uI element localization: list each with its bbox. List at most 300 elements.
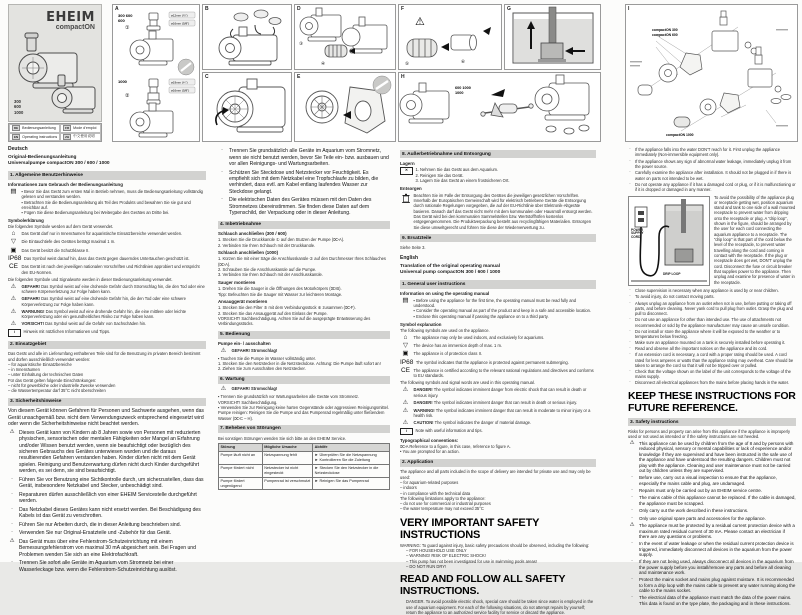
safety-bullet-text: Schützen Sie Steckdose und Netzstecker vor Feuchtigkeit. Es empfiehlt sich mit dem Netzkabel eine Tropfschlaufe zu bilden, die verhindert, dass evtl. am Kabel entlang laufendes Wasser zur Steckdose gelangt. — [229, 169, 379, 195]
language-cell — [60, 133, 101, 142]
section-heading-de-7: 7. Beheben von Störungen — [218, 425, 390, 433]
svg-text:③: ③ — [299, 41, 304, 46]
figure-f-label: F — [401, 6, 405, 12]
safety-bullet — [628, 352, 796, 368]
device-symbol-row — [400, 351, 596, 358]
setup-blocks — [218, 231, 390, 326]
subheading: Symbol explanation — [400, 321, 442, 327]
safety-bullet — [218, 197, 390, 216]
warning-triangle-icon: ⚠ — [402, 387, 409, 394]
figure-g — [504, 4, 601, 70]
fault-table-body — [219, 451, 390, 490]
bullet-marker: · — [629, 379, 631, 385]
safety-bullet — [628, 441, 796, 474]
language-code-badge: FR — [65, 126, 70, 131]
figure-h-label: H — [401, 74, 405, 80]
safety-bullet-text: Das Netzkabel dieses Gerätes kann nicht ersetzt werden. Bei Beschädigung des Kabels ist das Gerät zu verschrotten. — [19, 506, 201, 520]
fault-cell: ► Stecken Sie den Netzstecker in die Netzsteckdose — [313, 464, 390, 477]
section-heading-en-1: 1. General user instructions — [400, 280, 596, 288]
safety-bullet — [628, 495, 796, 506]
device-symbol-text: The device has an immersion depth of max. 1 m. — [413, 343, 503, 349]
safety-bullet — [628, 294, 796, 299]
bullet-marker: · — [11, 529, 13, 536]
safety-bullet — [628, 340, 796, 345]
setup-block-steps: 1. Stecken Sie den Filter ⑤ mit dem Verbindungsstück ⑥ zusammen (⌦F). 2. Stecken Sie das Ansauggerät auf den Einlass der Pumpe. VORSICHT! Sachbeschädigung. Achten Sie auf die ausgeprägte Entwässerung des Verbindungsstücks. — [218, 305, 371, 327]
section-heading-de-2: 2. Einsatzgebiet — [8, 341, 206, 349]
fault-cell: Pumpe fördert nicht — [219, 464, 263, 477]
fault-cell: Pumpe fördert ungenügend — [219, 477, 263, 490]
signal-word-row — [400, 408, 596, 419]
ip68-icon: IP68 — [400, 358, 414, 366]
signal-word-row — [8, 309, 206, 320]
warning-line: WARNING: To guard against injury, basic safety precautions should be observed, including the following: — [400, 542, 590, 548]
safety-bullet-text: This appliance can be used by children from the age of 8 and by persons with reduced physical, sensory or mental capabilities or lack of experience and/or knowledge if they are supervised and have been instructed in the safe use of the appliance and have understood the resulting dangers. Children must not play with the appliance. Cleaning and user maintenance must not be carried out by children unless they are supervised. — [639, 440, 794, 474]
bullet-marker: · — [11, 520, 13, 527]
safety-bullet-text: Protect the mains socket and mains plug against moisture. It is recommended to form a drip loop with the mains cable to prevent any water running along the cable to the mains socket. — [639, 577, 796, 594]
device-symbol-text: The appliance may only be used indoors, and exclusively for aquariums. — [413, 334, 545, 340]
signal-words-intro: The following symbols and signal words are used in this operating manual. — [400, 380, 535, 386]
svg-text:1000: 1000 — [455, 91, 464, 95]
language-code-badge: DE — [14, 126, 19, 131]
safety-bullet-text: Die elektrischen Daten des Gerätes müssen mit den Daten des Stromnetzes übereinstimmen. Sie finden diese Daten auf dem Typenschild, der Verpackung oder in dieser Anleitung. — [229, 197, 372, 217]
usage-notes: ▪ Before using the appliance for the first time, the operating manual must be read fully and understood. ▪ Consider the operating manual as part of the product and keep in a safe and accessible location. ▪ Enclose this operating manual if passing the appliance on to a third party. — [413, 297, 592, 319]
signal-word-row — [400, 420, 596, 426]
safety-bullet-text: Führen Sie nur Arbeiten durch, die in dieser Anleitung beschrieben sind. — [19, 521, 181, 528]
svg-text:⑤: ⑤ — [405, 61, 410, 66]
bullet-marker: · — [221, 196, 223, 203]
cover-panel — [8, 4, 102, 122]
signal-word: GEFAHR! — [21, 296, 40, 302]
warning-caps-list: – FOR HOUSEHOLD USE ONLY – WARNING! RISK OF ELECTRIC SHOCK! – This pump has not been investigated for use in swimming pools areas! – DO NOT RUN DRY! — [406, 548, 537, 570]
disposal-text: Beachten Sie im Falle der Entsorgung des Gerätes die jeweiligen gesetzlichen Vorschriften. Innerhalb der Europäischen Gemeinschaft wird für elektrisch betriebene Geräte die Entsorgung durch nationale Regelungen vorgegeben, die auf der EU-Richtlinie über Elektronik-Altgeräte basieren. Danach darf das Gerät nicht mehr mit dem kommunalen oder Hausmüll entsorgt werden. Das Gerät wird bei den kommunalen Sammelstellen bzw. Wertstoffhöfen kostenlos entgegengenommen. Die Produktverpackung besteht aus recyclingfähigen Materialien. Entsorgen Sie diese umweltgerecht und führen Sie diese der Wiederverwertung zu. — [413, 192, 593, 230]
device-symbol-text: The appliance is of protection class II. — [413, 351, 482, 357]
safety-bullet-text: If an extension cord is necessary, a cord with a proper rating should be used. A cord rated for less amperes or watts than the appliance rating may overheat. Care should be taken to arrange the cord so that it will not be tripped over or pulled. — [635, 352, 794, 368]
safety-bullet-text: If the appliance falls into the water DON'T reach for it. First unplug the appliance immediately (Non-immersible equipment only). — [635, 147, 780, 158]
subheading: Informationen zum Gebrauch der Bedienungsanleitung — [8, 182, 123, 188]
bullet-marker: · — [221, 147, 223, 154]
fault-table — [218, 443, 390, 491]
application-text-en: The appliance and all parts included in the scope of delivery are intended for private use and may only be used: – for aquarium-related purposes – indoors – in compliance with the technical data The following limitations apply to the appliance: – do not use for commercial or industrial purposes – the water temperature may not exceed 35°C — [400, 469, 591, 512]
safety-bullet-text: If they are not being used, always disconnect all devices in the aquarium from the power supply before you install/remove any parts and before all cleaning and maintenance work. — [639, 559, 794, 576]
figure-a-label: A — [115, 6, 119, 12]
device-symbol-text: Die Eintauchtiefe des Gerätes beträgt maximal 1 m. — [21, 239, 116, 245]
signal-word: DANGER! — [413, 387, 433, 393]
column-english-1 — [400, 146, 596, 615]
subheading: Symbolerklärung — [8, 218, 44, 224]
setup-block — [218, 299, 390, 326]
indoor-use-icon: ⌂ — [11, 230, 16, 238]
safety-bullet-text: To avoid injury, do not contact moving parts. — [635, 294, 715, 300]
safety-bullet-text: Read and observe all the important notices on the appliance and its cord. — [635, 346, 768, 352]
safety-bullet — [628, 488, 796, 494]
safety-bullet — [628, 288, 796, 293]
svg-text:compactON 1000: compactON 1000 — [666, 133, 694, 137]
figure-i-label: I — [628, 6, 630, 12]
very-important-heading: VERY IMPORTANT SAFETY INSTRUCTIONS — [400, 516, 540, 541]
drip-loop-section — [628, 195, 796, 285]
bullet-marker: · — [629, 368, 631, 374]
warning-triangle-icon: ⚠ — [220, 348, 227, 355]
safety-bullet — [628, 595, 796, 606]
svg-text:compactON 300: compactON 300 — [652, 28, 678, 32]
spare-parts-note: Siehe Seite 3. — [400, 244, 426, 250]
safety-bullet — [628, 475, 796, 486]
safety-bullet — [628, 170, 796, 181]
safety-bullet-text: The mains cable of this appliance cannot be replaced. If the cable is damaged, the appliance must be scrapped. — [639, 495, 796, 506]
safety-bullets-de — [8, 430, 206, 573]
signal-word: DANGER! — [413, 399, 433, 405]
weee-crossed-bin-icon — [400, 193, 411, 206]
safety-bullet — [8, 530, 206, 536]
signal-text: Das Symbol weist auf die Gefahr von Sachschäden hin. — [45, 321, 147, 327]
fault-table-row — [219, 451, 390, 464]
safety-bullet-text: Check that the voltage shown on the label of the unit corresponds to the voltage of the mains supply. — [635, 369, 791, 380]
bullet-marker: · — [631, 540, 633, 547]
read-follow-heading: READ AND FOLLOW ALL SAFETY INSTRUCTIONS. — [400, 573, 566, 598]
bullet-marker: · — [629, 345, 631, 351]
figure-i-spare-parts — [625, 4, 798, 142]
cover-model-numbers: 300 600 1000 — [14, 98, 24, 115]
language-cell — [9, 133, 60, 142]
bullet-marker: · — [631, 494, 633, 501]
power-supply-cord-label: POWER SUPPLY CORD — [631, 227, 644, 239]
bullet-marker: · — [629, 287, 631, 293]
safety-bullet — [628, 541, 796, 557]
bullet-marker: · — [631, 506, 633, 513]
bullet-marker: · — [629, 339, 631, 345]
safety-bullet — [628, 182, 796, 193]
fault-cell: ► Überprüfen Sie die Netzspannung ► Kontrollieren Sie die Zuleitung — [313, 451, 390, 464]
figure-c-label: C — [205, 74, 209, 80]
bullet-marker: ⚠ — [629, 439, 635, 446]
safety-bullet-text: Do not install or store the appliance where it will be exposed to the weather or to temperatures below freezing. — [635, 328, 781, 339]
bullet-marker: · — [629, 316, 631, 322]
safety-bullet — [628, 380, 796, 385]
signal-word: GEFAHR! — [21, 283, 40, 289]
safety-bullet-text: Before use, carry out a visual inspection to ensure that the appliance, especially the mains cable and plug, are undamaged. — [639, 475, 777, 486]
safety-bullet — [218, 148, 390, 167]
device-symbol-row — [8, 231, 206, 238]
column-german-1 — [8, 146, 206, 573]
device-symbol-text: The appliance is certified according to the relevant national regulations and directives and conforms to EU standards. — [413, 367, 594, 379]
setup-block-title: Sauger montieren — [218, 280, 256, 286]
section-heading-de-9: 9. Ersatzteile — [400, 234, 596, 242]
warning-triangle-icon: ⚠ — [415, 16, 425, 28]
manual-book-icon: ▤ — [10, 187, 17, 195]
section-heading-de-8: 8. Außerbetriebnahme und Entsorgung — [400, 150, 596, 158]
safety-bullet — [628, 147, 796, 158]
storage-subheading: Lagern — [400, 160, 415, 166]
bullet-marker: · — [631, 576, 633, 583]
signal-word-row — [400, 387, 596, 398]
disposal-subheading: Entsorgen — [400, 185, 422, 191]
signal-word: VORSICHT! — [21, 321, 45, 327]
signal-word-row — [8, 284, 206, 295]
bullet-marker: · — [631, 558, 633, 565]
safety-mid-bullets — [628, 288, 796, 385]
bullet-marker: ⚠ — [629, 522, 635, 529]
section-heading-en-3: 3. Safety instructions — [628, 418, 796, 426]
safety-bullet-text: Always unplug an appliance from an outlet when not in use, before putting or taking off parts, and before cleaning. Never yank cord to pull plug from outlet. Grasp the plug and pull to disconnect. — [635, 300, 793, 317]
signal-text: The symbol indicates the danger of material damage. — [434, 420, 532, 426]
warning-triangle-icon: ⚠ — [10, 283, 17, 290]
safety-bullet-text: Dieses Gerät kann von Kindern ab 8 Jahren sowie von Personen mit reduzierten physischen, sensorischen oder mentalen Fähigkeiten oder Mangel an Erfahrung und/oder Wissen benutzt werden, wenn sie beaufsichtigt oder bezüglich des sicheren Gebrauchs des Gerätes unterwiesen wurden und die daraus resultierenden Gefahren verstanden haben. Kinder dürfen nicht mit dem Gerät spielen. Reinigung und Benutzerwartung dürfen nicht durch Kinder durchgeführt werden, es sei denn, sie sind beaufsichtigt. — [19, 429, 201, 475]
svg-text:600 1000: 600 1000 — [455, 86, 471, 90]
signal-text: Das Symbol weist auf eine drohende Gefahr hin, die den Tod oder eine schwere Körperverletzung zur Folge haben kann. — [21, 296, 186, 307]
device-symbol-list — [400, 335, 596, 379]
language-table — [8, 123, 102, 142]
svg-text:600: 600 — [118, 18, 125, 23]
device-symbol-list — [8, 231, 206, 275]
maintenance-text: ▪ Trennen Sie grundsätzlich vor Wartungsarbeiten alle Geräte vom Stromnetz. VORSICHT! Sachbeschädigung. ▪ Verwenden Sie zur Reinigung keine harten Gegenstände oder aggressiven Reinigungsmittel. Pumpe reinigen: Reinigen Sie die Pumpe und das Pumpenrad regelmäßig unter fließendem Wasser (⌦C – H). — [218, 394, 389, 421]
bullet-marker: ⚠ — [9, 538, 15, 544]
language-heading-en: English — [400, 254, 419, 261]
signal-text: Das Symbol weist auf eine drohende Gefahr hin, die eine mittlere oder leichte Körperverletzung oder ein gesundheitliches Risiko zur Folge haben kann. — [21, 308, 187, 319]
fault-cell: Pumpenrad ist verschmutzt — [262, 477, 312, 490]
fault-cell: ► Reinigen Sie das Pumpenrad — [313, 477, 390, 490]
bullet-marker: · — [629, 351, 631, 357]
warning-triangle-icon: ⚠ — [10, 308, 17, 315]
safety-bullet — [628, 329, 796, 340]
signal-text: Das Symbol weist auf eine drohende Gefahr durch Stromschlag hin, die den Tod oder eine schwere Körperverletzung zur Folge haben kann. — [21, 283, 205, 295]
language-cell — [60, 124, 101, 133]
fault-cell: Netzspannung fehlt — [262, 451, 312, 464]
section-heading-de-5: 5. Bedienung — [218, 331, 390, 339]
safety-bullet-text: Das Gerät muss über eine Fehlerstrom-Schutzeinrichtung mit einem Bemessungsfehlerstrom von maximal 30 mA abgesichert sein. Bei Fragen und Problemen wenden Sie sich an eine Elektrofachkraft. — [19, 539, 196, 558]
bullet-marker: · — [629, 169, 631, 175]
danger-label: GEFAHR! Stromschlag! — [231, 386, 278, 392]
section-heading-en-2: 2. Application — [400, 459, 596, 467]
bullet-marker: · — [631, 514, 633, 521]
device-symbol-row — [8, 256, 206, 263]
setup-block — [218, 250, 390, 277]
warning-triangle-icon: ⚠ — [10, 296, 17, 303]
signal-word-row — [8, 321, 206, 327]
svg-text:②: ② — [125, 93, 130, 99]
signal-words-intro: Die folgenden Symbole und Signalworte werden in dieser Bedienungsanleitung verwendet. — [8, 276, 173, 282]
series-name: compactON — [55, 24, 95, 31]
device-symbols-intro: Die folgenden Symbole werden auf dem Gerät verwendet. — [8, 224, 114, 230]
safety-bullet-text: Disconnect all electrical appliances from the mains before placing hands in the water. — [635, 380, 790, 386]
setup-block-title: Schlauch anschließen (1000) — [218, 250, 279, 256]
safety-bullets-de-2 — [218, 148, 390, 216]
fault-table-row — [219, 477, 390, 490]
safety-bullet-text: Reparaturen dürfen ausschließlich von einer EHEIM Servicestelle durchgeführt werden. — [19, 491, 197, 505]
fault-cell: Netzstecker ist nicht eingesteckt — [262, 464, 312, 477]
svg-text:ø16mm (5/8"): ø16mm (5/8") — [171, 88, 190, 93]
language-label: Operating instructions — [22, 134, 58, 139]
operation-subheading: Pumpe ein- / ausschalten — [218, 341, 271, 347]
signal-word-row — [8, 296, 206, 307]
safety-bullet — [8, 477, 206, 490]
safety-bullet-text: Close supervision is necessary when any appliance is used by or near children. — [635, 288, 779, 294]
signal-text: The symbol indicates imminent danger that can result in death or serious injury. — [433, 399, 578, 405]
language-label: Mode d'emploi — [73, 126, 97, 131]
bullet-marker: · — [11, 475, 13, 482]
keep-instructions-heading: KEEP THESE INSTRUCTIONS FOR FUTURE REFERENCE. — [628, 389, 796, 414]
bullet-marker: · — [629, 299, 631, 305]
setup-block — [218, 280, 390, 297]
safety-top-bullets — [628, 147, 796, 193]
protection-class-2-icon: ▣ — [402, 350, 409, 358]
warning-triangle-icon: ⚠ — [10, 321, 17, 328]
fault-table-header-row — [219, 443, 390, 451]
bullet-marker: · — [631, 486, 633, 493]
safety-bullet-text: Do not use an appliance for other than intended use. The use of attachments not recommended or sold by the appliance manufacturer may cause an unsafe condition. — [635, 317, 790, 328]
figure-g-label: G — [507, 6, 511, 12]
safety-bullet — [628, 317, 796, 328]
typography-conventions: ⌦A Reference to a figure, in this case, reference to figure A. • You are prompted for an action. — [400, 443, 511, 455]
warning-triangle-icon: ⚠ — [220, 386, 227, 393]
figure-a — [112, 4, 200, 142]
note-text: Hinweis mit nützlichen Informationen und Tipps. — [23, 328, 111, 334]
figure-e-label: E — [297, 74, 301, 80]
safety-bullet — [628, 369, 796, 380]
safety-bullet — [8, 492, 206, 505]
bullet-marker: ⚠ — [9, 428, 15, 435]
safety-bullet — [628, 577, 796, 593]
fault-table-row — [219, 464, 390, 477]
column-english-2 — [628, 146, 796, 606]
manual-title-en-1: Translation of the original operating manual — [400, 263, 500, 269]
figure-h — [398, 72, 601, 142]
safety-bullet-text: The appliance must be protected by a residual current protection device with a maximum rated residual current of 30 mA. Please contact an electrician if there are any questions or problems. — [639, 523, 795, 539]
immersion-depth-icon: ▽ — [403, 342, 408, 350]
safety-bullet — [8, 430, 206, 475]
safety-bullet-text: Only use original spare parts and accessories for the appliance. — [639, 515, 766, 521]
bullet-marker: · — [11, 490, 13, 497]
manual-book-icon: ▤ — [402, 296, 409, 304]
note-icon: i — [8, 329, 21, 337]
storage-box-icon: ✕ — [400, 167, 413, 175]
section-heading-de-6: 6. Wartung — [218, 376, 390, 384]
application-text-de: Das Gerät und alle im Lieferumfang enthaltenen Teile sind für die Benutzung im privaten Bereich bestimmt und dürfen ausschließlich verwendet werden: – für aquaristische Einsatzbereiche – in Innenräumen – unter Einhaltung der technischen Daten Für das Gerät gelten folgende Einschränkungen: – nicht für gewerbliche oder industrielle Zwecke verwenden – die Wassertemperatur darf 35°C nicht überschreiten — [8, 351, 201, 394]
operation-steps: ▪ Tauchen Sie die Pumpe im Wasser vollständig unter. 1. Stecken Sie den Netzstecker in die Netzsteckdose. Achtung: Die Pumpe läuft sofort an! 2. Ziehen Sie zum Ausschalten den Netzstecker. — [218, 355, 381, 372]
indoor-use-icon: ⌂ — [403, 333, 408, 341]
safety-bullet-text: Trennen Sie sofort alle Geräte im Aquarium vom Stromnetz bei einer Wasserleckage bzw. wenn die Fehlerstrom-Schutzeinrichtung auslöst. — [19, 560, 177, 573]
danger-paragraph: DANGER. To avoid possible electric shock, special care should be taken since water is employed in the use of aquarium equipment. For each of the following situations, do not attempt repairs by yourself; return the appliance to an authorized service facility for service or discard the appliance. — [406, 599, 594, 615]
safety-bullet-text: Make sure an appliance mounted on a tank is securely installed before operating it. — [635, 340, 786, 346]
language-cell — [9, 124, 60, 133]
language-heading-de: Deutsch — [8, 146, 28, 152]
safety-bullet-text: The electrical data of the appliance must match the data of the power mains. This data is found on the type plate, the packaging and in these instructions. — [639, 595, 792, 606]
safety-bullets-en — [628, 441, 796, 606]
svg-text:1000: 1000 — [118, 79, 127, 84]
safety-bullet-text: Trennen Sie grundsätzlich alle Geräte im Aquarium vom Stromnetz, wenn sie nicht benutzt werden, bevor Sie Teile ein- bzw. ausbauen und vor allen Reinigungs- und Wartungsarbeiten. — [229, 148, 389, 167]
safety-bullet — [218, 170, 390, 196]
language-label: Bedienungsanleitung — [22, 126, 56, 131]
storage-steps: 1. Nehmen Sie das Gerät aus dem Aquarium. 2. Reinigen Sie das Gerät. 3. Lagern Sie das Gerät an einem frostsicheren Ort. — [415, 167, 510, 184]
bullet-marker: · — [629, 146, 631, 151]
figure-f — [398, 4, 502, 70]
signal-text: The symbol indicates imminent danger that can result in moderate to minor injury or a health risk. — [413, 407, 591, 418]
safety-bullet-text: In the event of water leakage or when the residual current protection device is triggered, immediately disconnect all devices in the aquarium from the power supply. — [639, 541, 794, 558]
safety-bullet — [8, 560, 206, 573]
fault-col-header: Abhilfe — [313, 443, 390, 451]
device-symbol-text: The symbol indicates that the appliance is protected against permanent submerging. — [415, 359, 569, 365]
typography-heading: Typographical conventions: — [400, 437, 459, 443]
danger-label: GEFAHR! Stromschlag! — [231, 348, 278, 354]
figure-d-label: D — [297, 6, 301, 12]
bullet-marker: · — [629, 293, 631, 299]
bullet-marker: · — [629, 157, 631, 163]
safety-bullet — [8, 507, 206, 520]
drip-loop-figure — [628, 196, 710, 286]
immersion-depth-icon: ▽ — [11, 238, 16, 246]
eheim-logo: EHEIM — [46, 10, 95, 25]
signal-word-list — [8, 284, 206, 327]
bullet-marker: · — [631, 594, 633, 601]
setup-block-steps: 1. Stecken Sie die Druckkanüle ① auf den Stutzen der Pumpe (⌦A). 2. Verbinden Sie Ihren Schlauch mit der Druckkanüle. — [218, 237, 345, 248]
bullet-marker: · — [221, 168, 223, 175]
device-symbol-text: Das Gerät ist nach den jeweiligen nationalen Vorschriften und Richtlinien approbiert und entspricht den EU-Normen. — [21, 264, 200, 275]
ce-icon: CE — [400, 366, 411, 374]
safety-bullet-text: Führen Sie vor Benutzung eine Sichtkontrolle durch, um sicherzustellen, dass das Gerät, insbesondere Netzkabel und Stecker, unbeschädigt sind. — [19, 476, 204, 490]
bullet-marker: · — [629, 327, 631, 333]
note-icon: i — [400, 428, 413, 436]
svg-text:④: ④ — [321, 61, 326, 66]
svg-text:300 600: 300 600 — [118, 13, 133, 18]
language-code-badge: EN — [14, 134, 19, 139]
device-symbol-text: Das Gerät darf nur in Innenräumen für aquaristische Einsatzbereiche verwendet werden. — [21, 231, 183, 237]
safety-bullet-text: Do not operate any appliance if it has a damaged cord or plug, or if it is malfunctioning or if it is dropped or damaged in any manner. — [635, 181, 796, 193]
safety-bullet-text: Only carry out the work described in these instructions. — [639, 507, 749, 513]
safety-bullet-text: Carefully examine the appliance after installation. It should not be plugged in if there is water on parts not intended to be wet. — [635, 170, 792, 181]
device-symbol-row — [400, 360, 596, 367]
bullet-marker: · — [11, 505, 13, 512]
bullet-marker: · — [631, 474, 633, 481]
device-symbol-text: Das Gerät besitzt die Schutzklasse II. — [21, 247, 90, 253]
section-heading-de-1: 1. Allgemeine Benutzerhinweise — [8, 171, 206, 179]
device-symbol-text: Das Symbol weist darauf hin, dass das Gerät gegen dauerndes Untertauchen geschützt ist. — [23, 256, 190, 262]
subheading: Information on using the operating manual — [400, 291, 490, 297]
safety-intro-de: Von diesem Gerät können Gefahren für Personen und Sachwerte ausgehen, wenn das Gerät unsachgemäß bzw. nicht dem Verwendungszweck entsprechend eingesetzt wird oder wenn die Sicherheitshinweise nicht beachtet werden. — [8, 408, 204, 428]
warning-triangle-icon: ⚠ — [402, 420, 409, 427]
language-label: 中文使用说明 — [73, 134, 95, 139]
signal-word: WARNING! — [413, 407, 435, 413]
device-symbol-row — [8, 264, 206, 275]
usage-notes: ▪ Bevor Sie das Gerät zum ersten Mal in Betrieb nehmen, muss die Bedienungsanleitung vollständig gelesen und verstanden werden. ▪ Betrachten Sie die Bedienungsanleitung als Teil des Produkts und bewahren Sie sie gut und erreichbar auf. ▪ Fügen Sie diese Bedienungsanleitung bei Weitergabe des Gerätes an Dritte bei. — [21, 188, 203, 216]
setup-block-steps: 1. Kürzen Sie mit einer Säge die Anschlusskanüle ② auf den Durchmesser Ihres Schlauches (⌦A). 2. Schrauben Sie die Anschlusskanüle auf die Pumpe. 3. Verbinden Sie Ihren Schlauch mit der Anschlusskanüle. — [218, 256, 386, 278]
svg-text:ø16mm (5/8"): ø16mm (5/8") — [171, 21, 190, 26]
figure-b — [202, 4, 292, 70]
language-code-badge: ZH — [65, 134, 70, 139]
safety-bullet-text: If the appliance shows any sign of abnormal water leakage, immediately unplug it from the power source. — [635, 158, 792, 169]
bullet-marker: · — [11, 559, 13, 566]
figure-d — [294, 4, 396, 70]
svg-text:ø12mm (½"): ø12mm (½") — [171, 13, 188, 18]
signal-word-row — [400, 400, 596, 406]
device-symbol-row — [8, 248, 206, 255]
section-heading-de-3: 3. Sicherheitshinweise — [8, 398, 206, 406]
device-symbol-row — [400, 343, 596, 350]
signal-text: The symbol indicates imminent danger from electric shock that can result in death or serious injury. — [413, 387, 587, 398]
signal-word: WARNUNG! — [21, 308, 45, 314]
column-german-2 — [218, 146, 390, 560]
signal-word-list — [400, 387, 596, 426]
device-symbol-row — [400, 335, 596, 342]
safety-bullet — [628, 516, 796, 522]
device-symbol-row — [400, 368, 596, 379]
safety-bullet — [628, 346, 796, 351]
safety-bullet-text: Repairs must only be carried out by an EHEIM service centre. — [639, 487, 763, 493]
device-symbol-row — [8, 239, 206, 246]
setup-block-title: Schlauch anschließen (300 / 600) — [218, 231, 287, 237]
drip-loop-text: To avoid the possibility of the appliance plug or receptacle getting wet, position aquarium stand and tank to one side of a wall mounted receptacle to prevent water from dripping onto the receptacle or plug. A “drip loop”, shown in the figure, should be arranged by the user for each cord connecting the aquarium appliance to a receptacle. The “drip loop” is that part of the cord below the level of the receptacle, to prevent water travelling along the cord and coming in contact with the receptacle. If the plug or receptacle does get wet, DON'T unplug the cord. Disconnect the fuse or circuit breaker that supplies power to the appliance. Then unplug and examine for presence of water in the receptacle. — [714, 194, 796, 285]
fault-cell: Pumpe läuft nicht an — [219, 451, 263, 464]
manual-title-de-2: Universalpumpe compactON 300 / 600 / 1000 — [8, 161, 110, 167]
note-text: Note with useful information and tips. — [415, 427, 483, 433]
